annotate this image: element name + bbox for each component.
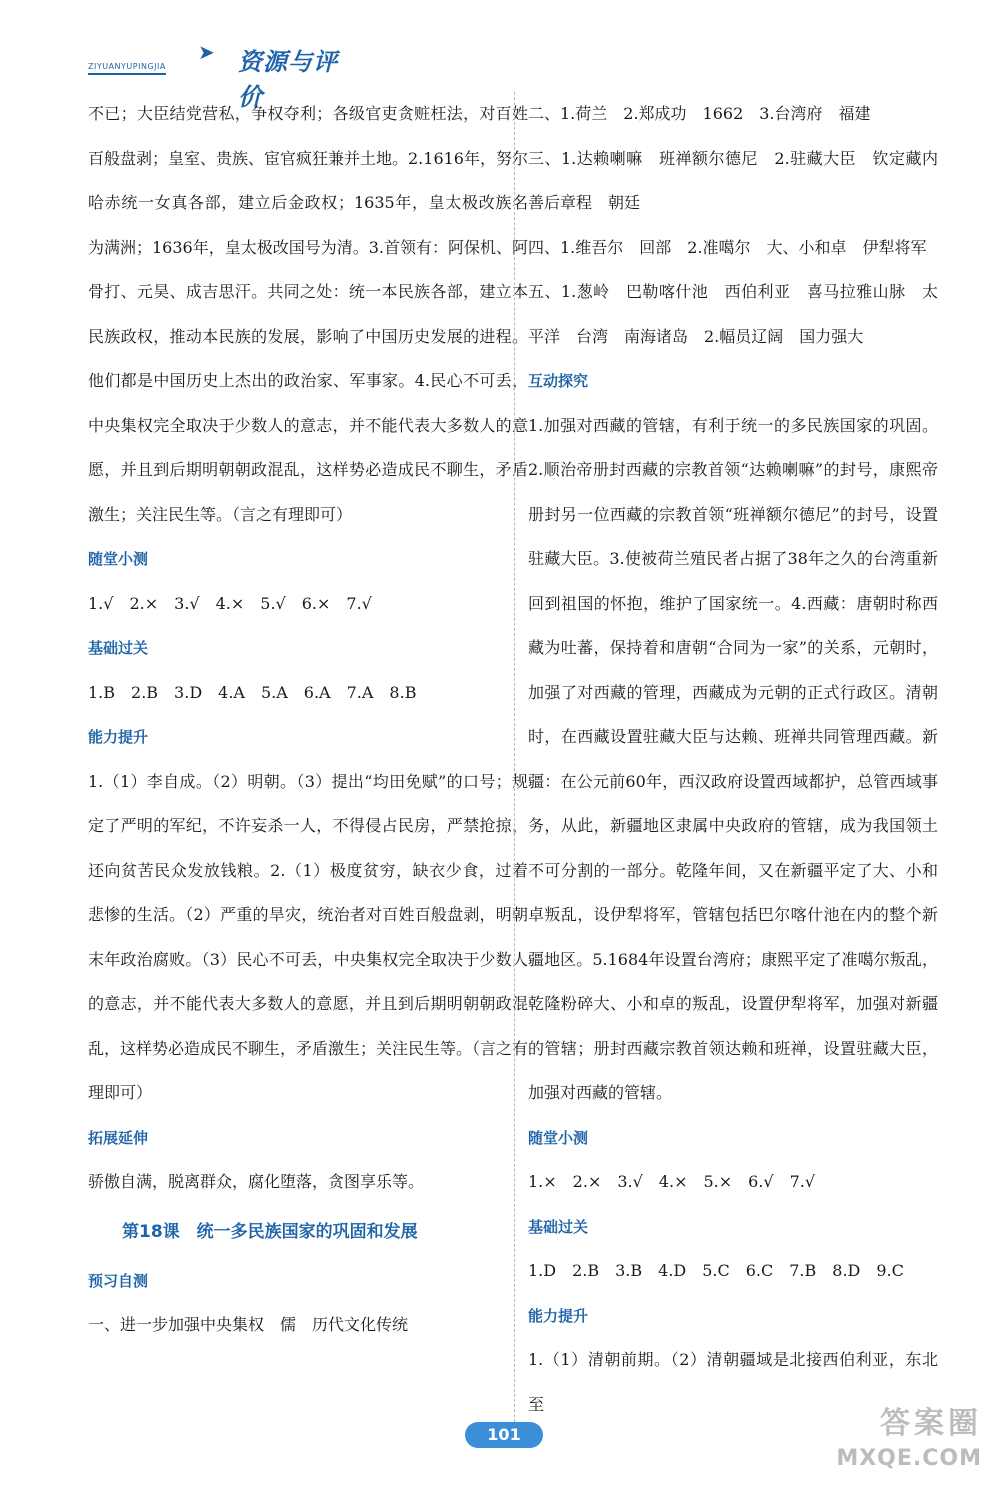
answer-paragraph: 一、进一步加强中央集权 儒 历代文化传统 [88,1315,409,1334]
answer-paragraph: 1.× 2.× 3.√ 4.× 5.× 6.√ 7.√ [528,1172,816,1191]
page-number: 101 [465,1422,543,1448]
lesson-title: 第18课 统一多民族国家的巩固和发展 [122,1221,418,1242]
watermark [792,1402,982,1482]
section-heading: 随堂小测 [528,1128,589,1147]
section-heading: 基础过关 [88,639,149,657]
answer-paragraph: 四、1.维吾尔 回部 2.准噶尔 大、小和卓 伊犁将军 [528,237,927,257]
section-heading: 互动探究 [528,372,589,390]
header-pinyin: ZIYUANYUPINGJIA [88,62,166,75]
section-heading: 随堂小测 [88,550,149,568]
answer-paragraph: 1.（1）清朝前期。（2）清朝疆域是北接西伯利亚，东北至 [528,1350,938,1414]
section-heading: 预习自测 [88,1271,149,1290]
header-arrow-icon: ➤ [198,40,215,64]
answer-paragraph: 1.√ 2.× 3.√ 4.× 5.√ 6.× 7.√ [88,593,372,613]
page-header [88,40,348,111]
left-column [88,92,528,1348]
answer-paragraph: 五、1.葱岭 巴勒喀什池 西伯利亚 喜马拉雅山脉 太平洋 台湾 南海诸岛 2.幅员辽阔 国力强大 [528,282,938,346]
answer-paragraph: 1.加强对西藏的管辖，有利于统一的多民族国家的巩固。2.顺治帝册封西藏的宗教首领“达赖喇嘛”的封号，康熙帝册封另一位西藏的宗教首领“班禅额尔德尼”的封号，设置驻藏大臣。3.使被荷兰殖民者占据了38年之久的台湾重新回到祖国的怀抱，维护了国家统一。4.西藏：唐朝时称西藏为吐蕃，保持着和唐朝“合同为一家”的关系，元朝时，加强了对西藏的管理，西藏成为元朝的正式行政区。清朝时，在西藏设置驻藏大臣与达赖、班禅共同管理西藏。新疆：在公元前60年，西汉政府设置西域都护，总管西域事务，从此，新疆地区隶属中央政府的管辖，成为我国领土不可分割的一部分。乾隆年间，又在新疆平定了大、小和卓叛乱，设伊犁将军，管辖包括巴尔喀什池在内的整个新疆地区。5.1684年设置台湾府；康熙平定了准噶尔叛乱，乾隆粉碎大、小和卓的叛乱，设置伊犁将军，加强对新疆的管辖；册封西藏宗教首领达赖和班禅，设置驻藏大臣，加强对西藏的管辖。 [528,415,938,1102]
answer-paragraph: 1.B 2.B 3.D 4.A 5.A 6.A 7.A 8.B [88,682,417,702]
answer-paragraph: 不已；大臣结党营私，争权夺利；各级官吏贪赃枉法，对百姓百般盘剥；皇室、贵族、宦官疯狂兼并土地。2.1616年，努尔哈赤统一女真各部，建立后金政权；1635年，皇太极改族名为满洲；1636年，皇太极改国号为清。3.首领有：阿保机、阿骨打、元昊、成吉思汗。共同之处：统一本民族各部，建立本民族政权，推动本民族的发展，影响了中国历史发展的进程。他们都是中国历史上杰出的政治家、军事家。4.民心不可丢，中央集权完全取决于少数人的意志，并不能代表大多数人的意愿，并且到后期明朝朝政混乱，这样势必造成民不聊生，矛盾激生；关注民生等。（言之有理即可） [88,104,528,524]
section-heading: 能力提升 [528,1306,589,1325]
answer-paragraph: 1.（1）李自成。（2）明朝。（3）提出“均田免赋”的口号；规定了严明的军纪，不许妄杀一人，不得侵占民房，严禁抢掠，还向贫苦民众发放钱粮。2.（1）极度贫穷，缺衣少食，过着悲惨的生活。（2）严重的旱灾，统治者对百姓百般盘剥，明朝末年政治腐败。（3）民心不可丢，中央集权完全取决于少数人的意志，并不能代表大多数人的意愿，并且到后期明朝朝政混乱，这样势必造成民不聊生，矛盾激生；关注民生等。（言之有理即可） [88,771,529,1102]
section-heading: 拓展延伸 [88,1128,149,1147]
header-title: 资源与评价 [238,48,338,111]
answer-paragraph: 二、1.荷兰 2.郑成功 1662 3.台湾府 福建 [528,104,871,123]
answer-paragraph: 骄傲自满，脱离群众，腐化堕落，贪图享乐等。 [88,1172,425,1191]
watermark-logo-text: 答案圈 [880,1406,982,1441]
column-divider [514,92,516,1422]
answer-paragraph: 三、1.达赖喇嘛 班禅额尔德尼 2.驻藏大臣 钦定藏内善后章程 朝廷 [528,148,938,212]
watermark-url: MXQE.COM [836,1446,982,1471]
section-heading: 能力提升 [88,728,149,746]
answer-paragraph: 1.D 2.B 3.B 4.D 5.C 6.C 7.B 8.D 9.C [528,1261,904,1280]
section-heading: 基础过关 [528,1217,589,1236]
right-column [528,92,938,1427]
